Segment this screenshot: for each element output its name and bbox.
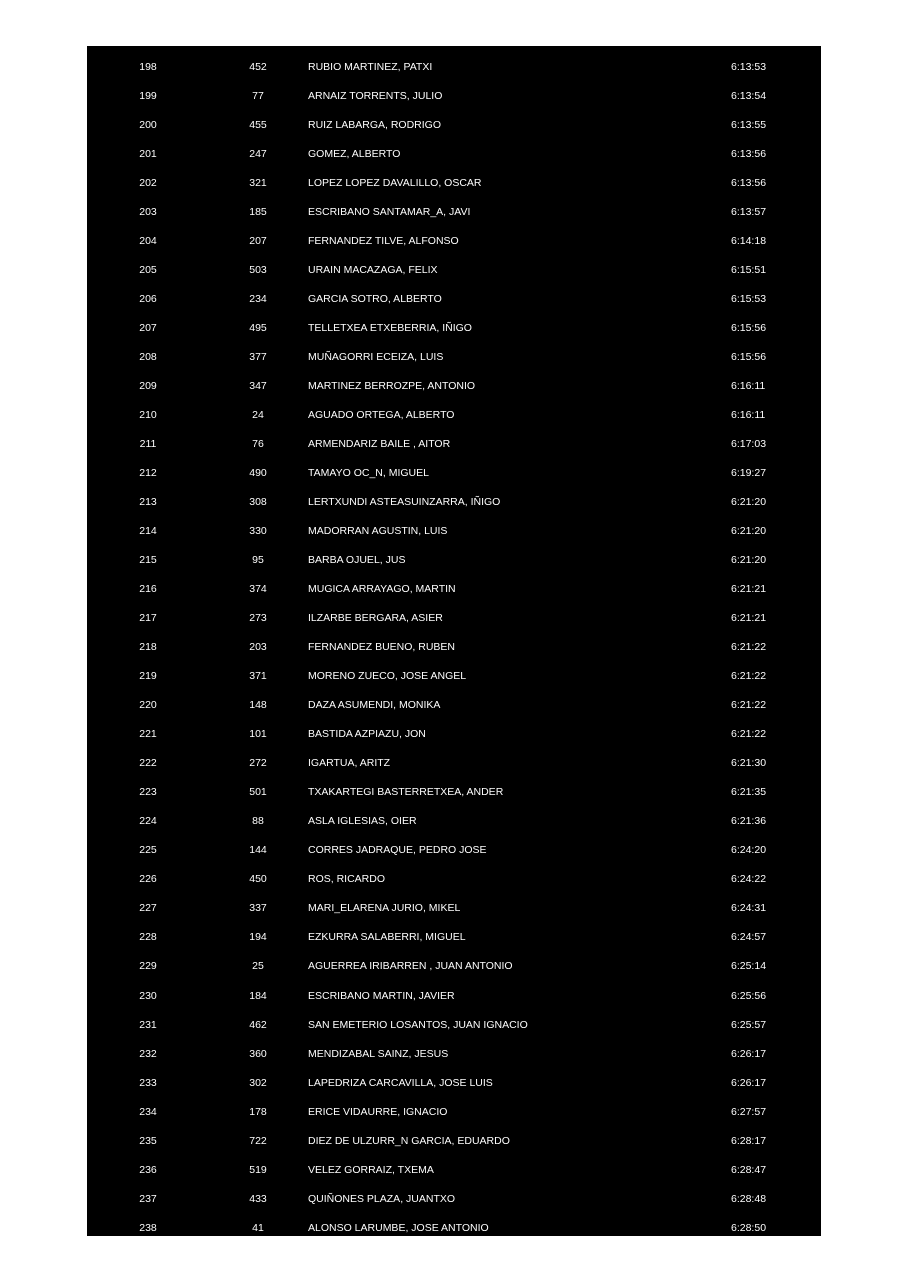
time-cell: 6:28:50 [731,1221,767,1234]
time-cell: 6:26:17 [731,1047,767,1060]
position-cell: 232 [139,1047,157,1060]
bib-cell: 302 [249,1076,267,1089]
time-cell: 6:15:53 [731,293,767,306]
bib-cell: 148 [249,699,267,712]
table-row [87,1010,821,1039]
name-cell: MADORRAN AGUSTIN, LUIS [308,525,448,538]
bib-cell: 519 [249,1163,267,1176]
table-row [87,1126,821,1155]
name-cell: AGUERREA IRIBARREN , JUAN ANTONIO [308,960,513,973]
position-cell: 209 [139,380,157,393]
time-cell: 6:28:17 [731,1134,767,1147]
name-cell: BARBA OJUEL, JUS [308,554,406,567]
position-cell: 208 [139,351,157,364]
bib-cell: 371 [249,670,267,683]
table-row [87,807,821,836]
table-row [87,894,821,923]
position-cell: 233 [139,1076,157,1089]
position-cell: 234 [139,1105,157,1118]
time-cell: 6:28:47 [731,1163,767,1176]
table-row [87,1097,821,1126]
name-cell: MUGICA ARRAYAGO, MARTIN [308,583,456,596]
bib-cell: 76 [252,438,264,451]
table-row [87,575,821,604]
bib-cell: 321 [249,177,267,190]
bib-cell: 234 [249,293,267,306]
table-row [87,488,821,517]
position-cell: 225 [139,844,157,857]
position-cell: 205 [139,264,157,277]
results-rows [87,53,821,1237]
time-cell: 6:21:20 [731,525,767,538]
name-cell: RUBIO MARTINEZ, PATXI [308,61,433,73]
time-cell: 6:21:36 [731,815,767,828]
name-cell: GARCIA SOTRO, ALBERTO [308,293,442,306]
position-cell: 198 [139,61,157,73]
table-row [87,285,821,314]
name-cell: LOPEZ LOPEZ DAVALILLO, OSCAR [308,177,482,190]
bib-cell: 272 [249,757,267,770]
name-cell: MARTINEZ BERROZPE, ANTONIO [308,380,476,393]
table-row [87,517,821,546]
bib-cell: 203 [249,641,267,654]
bib-cell: 308 [249,496,267,509]
position-cell: 211 [139,438,157,451]
bib-cell: 41 [252,1221,264,1234]
bib-cell: 194 [249,931,267,944]
table-row [87,459,821,488]
time-cell: 6:21:20 [731,496,767,509]
table-row [87,169,821,198]
position-cell: 202 [139,177,157,190]
bib-cell: 77 [252,90,264,103]
time-cell: 6:17:03 [731,438,767,451]
position-cell: 201 [139,148,157,161]
name-cell: MORENO ZUECO, JOSE ANGEL [308,670,467,683]
position-cell: 229 [139,960,157,973]
name-cell: AGUADO ORTEGA, ALBERTO [308,409,455,422]
position-cell: 228 [139,931,157,944]
table-row [87,111,821,140]
position-cell: 222 [139,757,157,770]
name-cell: SAN EMETERIO LOSANTOS, JUAN IGNACIO [308,1018,528,1031]
results-table [87,46,821,1236]
table-row [87,314,821,343]
table-row [87,1184,821,1213]
name-cell: BASTIDA AZPIAZU, JON [308,728,426,741]
time-cell: 6:24:20 [731,844,767,857]
time-cell: 6:15:51 [731,264,767,277]
bib-cell: 178 [249,1105,267,1118]
table-row [87,227,821,256]
table-row [87,343,821,372]
bib-cell: 247 [249,148,267,161]
name-cell: LAPEDRIZA CARCAVILLA, JOSE LUIS [308,1076,493,1089]
time-cell: 6:21:22 [731,728,767,741]
time-cell: 6:21:30 [731,757,767,770]
time-cell: 6:21:21 [731,583,767,596]
time-cell: 6:13:56 [731,177,767,190]
name-cell: IGARTUA, ARITZ [308,757,391,770]
bib-cell: 490 [249,467,267,480]
name-cell: TAMAYO OC_N, MIGUEL [308,467,429,480]
name-cell: QUIÑONES PLAZA, JUANTXO [308,1192,456,1205]
time-cell: 6:26:17 [731,1076,767,1089]
bib-cell: 88 [252,815,264,828]
time-cell: 6:15:56 [731,322,767,335]
name-cell: EZKURRA SALABERRI, MIGUEL [308,931,466,944]
position-cell: 223 [139,786,157,799]
table-row [87,53,821,82]
position-cell: 218 [139,641,157,654]
name-cell: RUIZ LABARGA, RODRIGO [308,119,442,132]
bib-cell: 95 [252,554,264,567]
name-cell: GOMEZ, ALBERTO [308,148,401,161]
position-cell: 220 [139,699,157,712]
table-row [87,372,821,401]
time-cell: 6:13:56 [731,148,767,161]
position-cell: 210 [139,409,157,422]
time-cell: 6:25:14 [731,960,767,973]
time-cell: 6:16:11 [731,380,766,393]
time-cell: 6:21:21 [731,612,767,625]
time-cell: 6:16:11 [731,409,766,422]
table-row [87,82,821,111]
time-cell: 6:13:53 [731,61,767,73]
bib-cell: 455 [249,119,267,132]
name-cell: ASLA IGLESIAS, OIER [308,815,417,828]
position-cell: 226 [139,873,157,886]
position-cell: 216 [139,583,157,596]
time-cell: 6:13:57 [731,206,767,219]
time-cell: 6:14:18 [731,235,767,248]
table-row [87,1155,821,1184]
name-cell: TXAKARTEGI BASTERRETXEA, ANDER [308,786,504,799]
name-cell: DIEZ DE ULZURR_N GARCIA, EDUARDO [308,1134,510,1147]
bib-cell: 337 [249,902,267,915]
position-cell: 203 [139,206,157,219]
position-cell: 236 [139,1163,157,1176]
name-cell: MARI_ELARENA JURIO, MIKEL [308,902,461,915]
name-cell: CORRES JADRAQUE, PEDRO JOSE [308,844,487,857]
table-row [87,604,821,633]
position-cell: 214 [139,525,157,538]
name-cell: ESCRIBANO MARTIN, JAVIER [308,989,455,1002]
name-cell: FERNANDEZ BUENO, RUBEN [308,641,456,654]
time-cell: 6:21:22 [731,699,767,712]
name-cell: TELLETXEA ETXEBERRIA, IÑIGO [308,322,472,335]
name-cell: ARMENDARIZ BAILE , AITOR [308,438,451,451]
bib-cell: 207 [249,235,267,248]
bib-cell: 722 [249,1134,267,1147]
time-cell: 6:15:56 [731,351,767,364]
bib-cell: 25 [252,960,264,973]
name-cell: ILZARBE BERGARA, ASIER [308,612,443,625]
position-cell: 207 [139,322,157,335]
name-cell: ALONSO LARUMBE, JOSE ANTONIO [308,1221,489,1234]
bib-cell: 24 [252,409,264,422]
name-cell: VELEZ GORRAIZ, TXEMA [308,1163,434,1176]
bib-cell: 184 [249,989,267,1002]
name-cell: ROS, RICARDO [308,873,386,886]
table-row [87,749,821,778]
name-cell: ESCRIBANO SANTAMAR_A, JAVI [308,206,471,219]
name-cell: LERTXUNDI ASTEASUINZARRA, IÑIGO [308,496,501,509]
name-cell: URAIN MACAZAGA, FELIX [308,264,438,277]
bib-cell: 495 [249,322,267,335]
time-cell: 6:24:31 [731,902,767,915]
name-cell: MUÑAGORRI ECEIZA, LUIS [308,351,444,364]
position-cell: 235 [139,1134,157,1147]
bib-cell: 101 [249,728,267,741]
bib-cell: 330 [249,525,267,538]
bib-cell: 185 [249,206,267,219]
time-cell: 6:13:55 [731,119,767,132]
position-cell: 200 [139,119,157,132]
bib-cell: 462 [249,1018,267,1031]
bib-cell: 377 [249,351,267,364]
time-cell: 6:27:57 [731,1105,767,1118]
name-cell: DAZA ASUMENDI, MONIKA [308,699,441,712]
time-cell: 6:21:35 [731,786,767,799]
position-cell: 219 [139,670,157,683]
position-cell: 237 [139,1192,157,1205]
position-cell: 217 [139,612,157,625]
position-cell: 213 [139,496,157,509]
position-cell: 199 [139,90,157,103]
position-cell: 204 [139,235,157,248]
name-cell: ARNAIZ TORRENTS, JULIO [308,90,443,103]
table-row [87,546,821,575]
table-row [87,198,821,227]
position-cell: 215 [139,554,157,567]
position-cell: 231 [139,1018,157,1031]
table-row [87,778,821,807]
bib-cell: 360 [249,1047,267,1060]
bib-cell: 503 [249,264,267,277]
table-row [87,923,821,952]
table-row [87,401,821,430]
name-cell: ERICE VIDAURRE, IGNACIO [308,1105,448,1118]
position-cell: 224 [139,815,157,828]
position-cell: 230 [139,989,157,1002]
table-row [87,662,821,691]
table-row [87,140,821,169]
time-cell: 6:13:54 [731,90,767,103]
table-row [87,720,821,749]
table-row [87,1039,821,1068]
time-cell: 6:25:56 [731,989,767,1002]
table-row [87,865,821,894]
table-row [87,952,821,981]
time-cell: 6:25:57 [731,1018,767,1031]
name-cell: FERNANDEZ TILVE, ALFONSO [308,235,459,248]
name-cell: MENDIZABAL SAINZ, JESUS [308,1047,449,1060]
position-cell: 227 [139,902,157,915]
position-cell: 206 [139,293,157,306]
time-cell: 6:24:22 [731,873,767,886]
table-row [87,1213,821,1236]
bib-cell: 433 [249,1192,267,1205]
time-cell: 6:21:20 [731,554,767,567]
position-cell: 221 [139,728,157,741]
bib-cell: 273 [249,612,267,625]
table-row [87,1068,821,1097]
bib-cell: 374 [249,583,267,596]
bib-cell: 452 [249,61,267,73]
time-cell: 6:24:57 [731,931,767,944]
bib-cell: 450 [249,873,267,886]
time-cell: 6:21:22 [731,641,767,654]
table-row [87,836,821,865]
position-cell: 238 [139,1221,157,1234]
time-cell: 6:19:27 [731,467,767,480]
table-row [87,633,821,662]
table-row [87,981,821,1010]
table-row [87,691,821,720]
time-cell: 6:28:48 [731,1192,767,1205]
bib-cell: 144 [249,844,267,857]
position-cell: 212 [139,467,157,480]
bib-cell: 347 [249,380,267,393]
time-cell: 6:21:22 [731,670,767,683]
table-row [87,430,821,459]
table-row [87,256,821,285]
bib-cell: 501 [249,786,267,799]
